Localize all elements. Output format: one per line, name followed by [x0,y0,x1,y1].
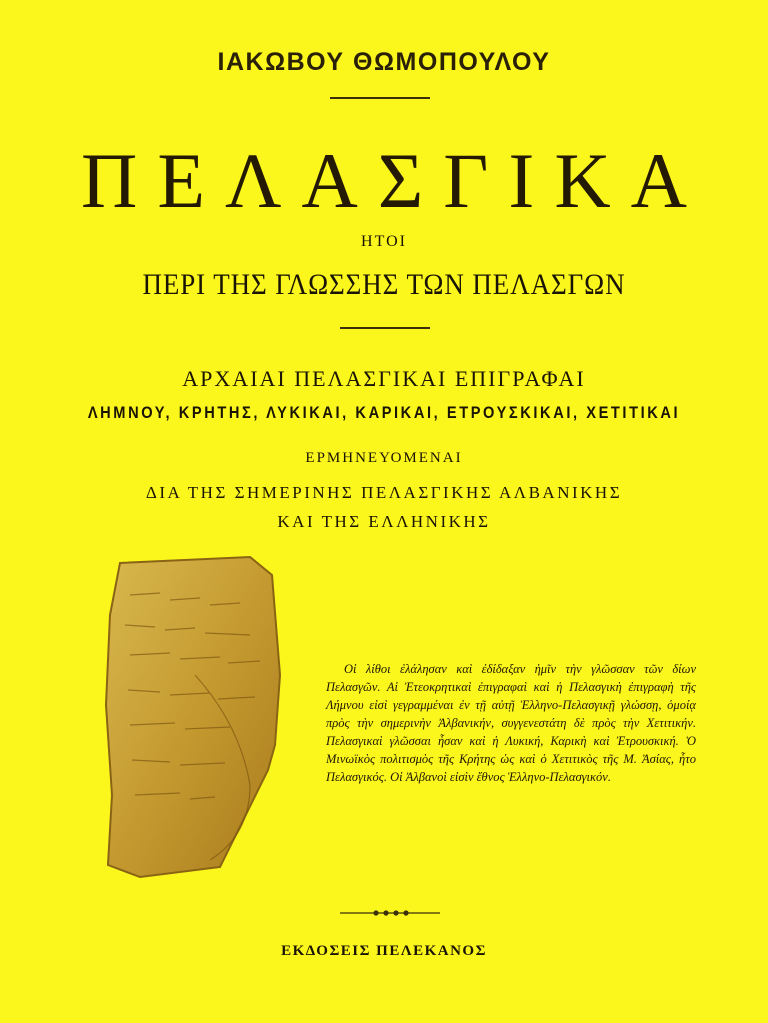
publisher-name: ΕΚΔΟΣΕΙΣ ΠΕΛΕΚΑΝΟΣ [281,943,487,959]
dot-line-ornament [340,905,440,921]
inscriptions-heading: ΑΡΧΑΙΑΙ ΠΕΛΑΣΓΙΚΑΙ ΕΠΙΓΡΑΦΑΙ [182,366,586,391]
book-title: ΠΕΛΑΣΓΙΚΑ [81,137,707,224]
book-subtitle: ΠΕΡΙ ΤΗΣ ΓΛΩΣΣΗΣ ΤΩΝ ΠΕΛΑΣΓΩΝ [142,268,626,301]
inscribed-stone-illustration [100,555,290,880]
conjunction-label: ΗΤΟΙ [361,233,407,250]
interpreted-label: ΕΡΜΗΝΕΥΟΜΕΝΑΙ [305,450,463,466]
divider-middle [340,327,430,329]
language-line-1: ΔΙΑ ΤΗΣ ΣΗΜΕΡΙΝΗΣ ΠΕΛΑΣΓΙΚΗΣ ΑΛΒΑΝΙΚΗΣ [145,483,623,502]
author-name: ΙΑΚΩΒΟΥ ΘΩΜΟΠΟΥΛΟΥ [217,48,551,76]
inscriptions-list: ΛΗΜΝΟΥ, ΚΡΗΤΗΣ, ΛΥΚΙΚΑΙ, ΚΑΡΙΚΑΙ, ΕΤΡΟΥΣΚΙΚΑΙ, ΧΕΤΙΤΙΚΑΙ [87,403,681,422]
divider-top [330,97,430,99]
language-line-2: ΚΑΙ ΤΗΣ ΕΛΛΗΝΙΚΗΣ [277,512,491,531]
description-paragraph: Οἱ λίθοι ἐλάλησαν καὶ ἐδίδαξαν ἡμῖν τὴν γλῶσσαν τῶν δίων Πελασγῶν. Αἱ Ἐτεοκρητικαὶ ἐπιγραφαὶ καὶ ἡ Πελασγικὴ ἐπιγραφὴ τῆς Λήμνου εἰσὶ γεγραμμέναι ἐν τῇ αὐτῇ Ἑλληνο-Πελασγικῇ γλώσσῃ, ὁμοίᾳ πρὸς τὴν σημερινὴν Ἀλβανικήν, συγγενεστάτη δὲ πρὸς τὴν Χετιτικήν. Πελασγικαὶ γλῶσσαι ἦσαν καὶ ἡ Λυκική, Καρικὴ καὶ Ἐτρουσκική. Ὁ Μινωϊκὸς πολιτισμὸς τῆς Κρήτης ὡς καὶ ὁ Χετιτικὸς τῆς Μ. Ἀσίας, ἦτο Πελασγικός. Οἱ Ἀλβανοὶ εἰσὶν ἔθνος Ἑλληνο-Πελασγικόν. [326,662,696,784]
